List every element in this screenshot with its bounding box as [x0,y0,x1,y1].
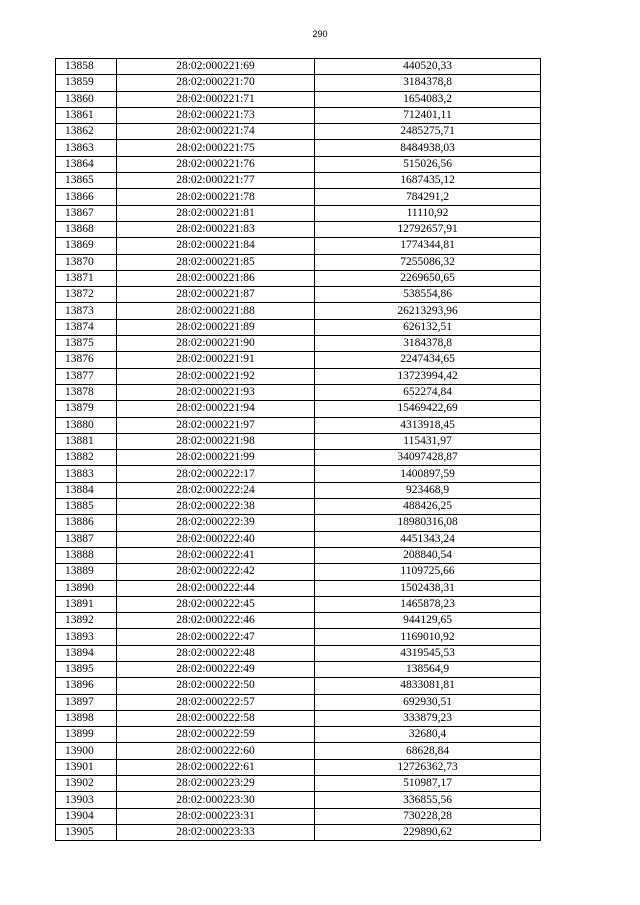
value-cell: 2485275,71 [315,124,541,140]
row-number-cell: 13895 [56,661,117,677]
table-row [56,238,541,254]
cadastral-number-cell: 28:02:000221:94 [117,401,315,417]
value-cell: 1774344,81 [315,238,541,254]
value-cell: 1687435,12 [315,173,541,189]
value-cell: 2269650,65 [315,270,541,286]
row-number-cell: 13878 [56,384,117,400]
cadastral-number-cell: 28:02:000221:75 [117,140,315,156]
row-number-cell: 13902 [56,776,117,792]
table-row [56,678,541,694]
value-cell: 730228,28 [315,808,541,824]
row-number-cell: 13897 [56,694,117,710]
table-row [56,401,541,417]
table-row [56,792,541,808]
cadastral-number-cell: 28:02:000221:77 [117,173,315,189]
cadastral-number-cell: 28:02:000221:87 [117,287,315,303]
value-cell: 1109725,66 [315,564,541,580]
value-cell: 115431,97 [315,433,541,449]
value-cell: 515026,56 [315,156,541,172]
row-number-cell: 13889 [56,564,117,580]
value-cell: 8484938,03 [315,140,541,156]
value-cell: 229890,62 [315,824,541,840]
row-number-cell: 13864 [56,156,117,172]
value-cell: 692930,51 [315,694,541,710]
cadastral-number-cell: 28:02:000222:40 [117,531,315,547]
cadastral-number-cell: 28:02:000222:38 [117,499,315,515]
table-row [56,173,541,189]
value-cell: 333879,23 [315,710,541,726]
row-number-cell: 13884 [56,482,117,498]
cadastral-number-cell: 28:02:000221:98 [117,433,315,449]
row-number-cell: 13893 [56,629,117,645]
table-row [56,59,541,75]
row-number-cell: 13875 [56,336,117,352]
table-row [56,564,541,580]
cadastral-number-cell: 28:02:000222:39 [117,515,315,531]
table-row [56,254,541,270]
row-number-cell: 13903 [56,792,117,808]
cadastral-number-cell: 28:02:000221:74 [117,124,315,140]
table-row [56,580,541,596]
cadastral-number-cell: 28:02:000221:73 [117,107,315,123]
value-cell: 26213293,96 [315,303,541,319]
cadastral-number-cell: 28:02:000222:49 [117,661,315,677]
value-cell: 944129,65 [315,613,541,629]
value-cell: 3184378,8 [315,336,541,352]
value-cell: 1169010,92 [315,629,541,645]
row-number-cell: 13892 [56,613,117,629]
table-row [56,776,541,792]
table-row [56,270,541,286]
value-cell: 440520,33 [315,59,541,75]
value-cell: 3184378,8 [315,75,541,91]
table-row [56,156,541,172]
table-row [56,368,541,384]
table-row [56,531,541,547]
row-number-cell: 13888 [56,547,117,563]
table-row [56,727,541,743]
table-row [56,384,541,400]
cadastral-number-cell: 28:02:000221:78 [117,189,315,205]
row-number-cell: 13874 [56,319,117,335]
cadastral-number-cell: 28:02:000221:89 [117,319,315,335]
cadastral-number-cell: 28:02:000223:30 [117,792,315,808]
cadastral-number-cell: 28:02:000222:41 [117,547,315,563]
value-cell: 538554,86 [315,287,541,303]
cadastral-number-cell: 28:02:000221:71 [117,91,315,107]
cadastral-number-cell: 28:02:000222:17 [117,466,315,482]
cadastral-number-cell: 28:02:000221:88 [117,303,315,319]
value-cell: 488426,25 [315,499,541,515]
table-row [56,319,541,335]
table-row [56,450,541,466]
row-number-cell: 13880 [56,417,117,433]
cadastral-number-cell: 28:02:000221:93 [117,384,315,400]
cadastral-number-cell: 28:02:000222:58 [117,710,315,726]
cadastral-number-cell: 28:02:000222:45 [117,596,315,612]
row-number-cell: 13882 [56,450,117,466]
value-cell: 12726362,73 [315,759,541,775]
row-number-cell: 13896 [56,678,117,694]
row-number-cell: 13861 [56,107,117,123]
cadastral-number-cell: 28:02:000222:57 [117,694,315,710]
value-cell: 336855,56 [315,792,541,808]
table-row [56,287,541,303]
row-number-cell: 13871 [56,270,117,286]
cadastral-number-cell: 28:02:000222:42 [117,564,315,580]
row-number-cell: 13859 [56,75,117,91]
row-number-cell: 13876 [56,352,117,368]
table-row [56,205,541,221]
table-row [56,336,541,352]
cadastral-number-cell: 28:02:000221:84 [117,238,315,254]
row-number-cell: 13901 [56,759,117,775]
cadastral-number-cell: 28:02:000221:76 [117,156,315,172]
row-number-cell: 13867 [56,205,117,221]
row-number-cell: 13879 [56,401,117,417]
value-cell: 4319545,53 [315,645,541,661]
table-row [56,417,541,433]
cadastral-number-cell: 28:02:000222:47 [117,629,315,645]
table-row [56,710,541,726]
cadastral-number-cell: 28:02:000222:44 [117,580,315,596]
row-number-cell: 13866 [56,189,117,205]
table-row [56,303,541,319]
value-cell: 15469422,69 [315,401,541,417]
cadastral-number-cell: 28:02:000223:33 [117,824,315,840]
value-cell: 923468,9 [315,482,541,498]
cadastral-number-cell: 28:02:000222:24 [117,482,315,498]
cadastral-number-cell: 28:02:000221:81 [117,205,315,221]
value-cell: 13723994,42 [315,368,541,384]
table-row [56,547,541,563]
value-cell: 712401,11 [315,107,541,123]
row-number-cell: 13873 [56,303,117,319]
table-row [56,759,541,775]
value-cell: 11110,92 [315,205,541,221]
row-number-cell: 13883 [56,466,117,482]
row-number-cell: 13872 [56,287,117,303]
table-row [56,596,541,612]
table-body [56,59,541,841]
row-number-cell: 13885 [56,499,117,515]
cadastral-number-cell: 28:02:000222:50 [117,678,315,694]
table-row [56,352,541,368]
table-row [56,808,541,824]
row-number-cell: 13877 [56,368,117,384]
cadastral-value-table [55,58,541,841]
table-row [56,433,541,449]
cadastral-number-cell: 28:02:000222:61 [117,759,315,775]
row-number-cell: 13894 [56,645,117,661]
value-cell: 784291,2 [315,189,541,205]
value-cell: 1400897,59 [315,466,541,482]
value-cell: 4833081,81 [315,678,541,694]
row-number-cell: 13862 [56,124,117,140]
table-row [56,189,541,205]
cadastral-number-cell: 28:02:000221:97 [117,417,315,433]
value-cell: 4313918,45 [315,417,541,433]
row-number-cell: 13900 [56,743,117,759]
row-number-cell: 13904 [56,808,117,824]
table-row [56,824,541,840]
value-cell: 4451343,24 [315,531,541,547]
value-cell: 34097428,87 [315,450,541,466]
cadastral-number-cell: 28:02:000222:60 [117,743,315,759]
row-number-cell: 13891 [56,596,117,612]
table-row [56,482,541,498]
value-cell: 208840,54 [315,547,541,563]
cadastral-number-cell: 28:02:000222:48 [117,645,315,661]
table-row [56,661,541,677]
cadastral-number-cell: 28:02:000221:99 [117,450,315,466]
table-row [56,75,541,91]
cadastral-number-cell: 28:02:000221:85 [117,254,315,270]
table-row [56,629,541,645]
cadastral-number-cell: 28:02:000221:86 [117,270,315,286]
row-number-cell: 13899 [56,727,117,743]
table-row [56,515,541,531]
value-cell: 510987,17 [315,776,541,792]
table-row [56,91,541,107]
cadastral-number-cell: 28:02:000223:29 [117,776,315,792]
row-number-cell: 13863 [56,140,117,156]
value-cell: 2247434,65 [315,352,541,368]
value-cell: 626132,51 [315,319,541,335]
value-cell: 7255086,32 [315,254,541,270]
value-cell: 1654083,2 [315,91,541,107]
row-number-cell: 13881 [56,433,117,449]
value-cell: 1465878,23 [315,596,541,612]
row-number-cell: 13860 [56,91,117,107]
cadastral-number-cell: 28:02:000223:31 [117,808,315,824]
table-row [56,645,541,661]
value-cell: 12792657,91 [315,221,541,237]
value-cell: 1502438,31 [315,580,541,596]
row-number-cell: 13898 [56,710,117,726]
row-number-cell: 13890 [56,580,117,596]
row-number-cell: 13869 [56,238,117,254]
cadastral-number-cell: 28:02:000221:83 [117,221,315,237]
table-row [56,743,541,759]
value-cell: 32680,4 [315,727,541,743]
table-row [56,499,541,515]
cadastral-number-cell: 28:02:000221:69 [117,59,315,75]
value-cell: 18980316,08 [315,515,541,531]
row-number-cell: 13905 [56,824,117,840]
row-number-cell: 13870 [56,254,117,270]
table-row [56,221,541,237]
table-row [56,613,541,629]
row-number-cell: 13858 [56,59,117,75]
table-row [56,140,541,156]
row-number-cell: 13868 [56,221,117,237]
row-number-cell: 13865 [56,173,117,189]
value-cell: 68628,84 [315,743,541,759]
row-number-cell: 13886 [56,515,117,531]
cadastral-number-cell: 28:02:000221:90 [117,336,315,352]
cadastral-number-cell: 28:02:000221:70 [117,75,315,91]
table-row [56,694,541,710]
table-row [56,466,541,482]
value-cell: 138564,9 [315,661,541,677]
page-number: 290 [312,29,328,39]
table-row [56,107,541,123]
cadastral-number-cell: 28:02:000222:46 [117,613,315,629]
cadastral-number-cell: 28:02:000221:91 [117,352,315,368]
cadastral-number-cell: 28:02:000222:59 [117,727,315,743]
cadastral-number-cell: 28:02:000221:92 [117,368,315,384]
table-row [56,124,541,140]
row-number-cell: 13887 [56,531,117,547]
value-cell: 652274,84 [315,384,541,400]
